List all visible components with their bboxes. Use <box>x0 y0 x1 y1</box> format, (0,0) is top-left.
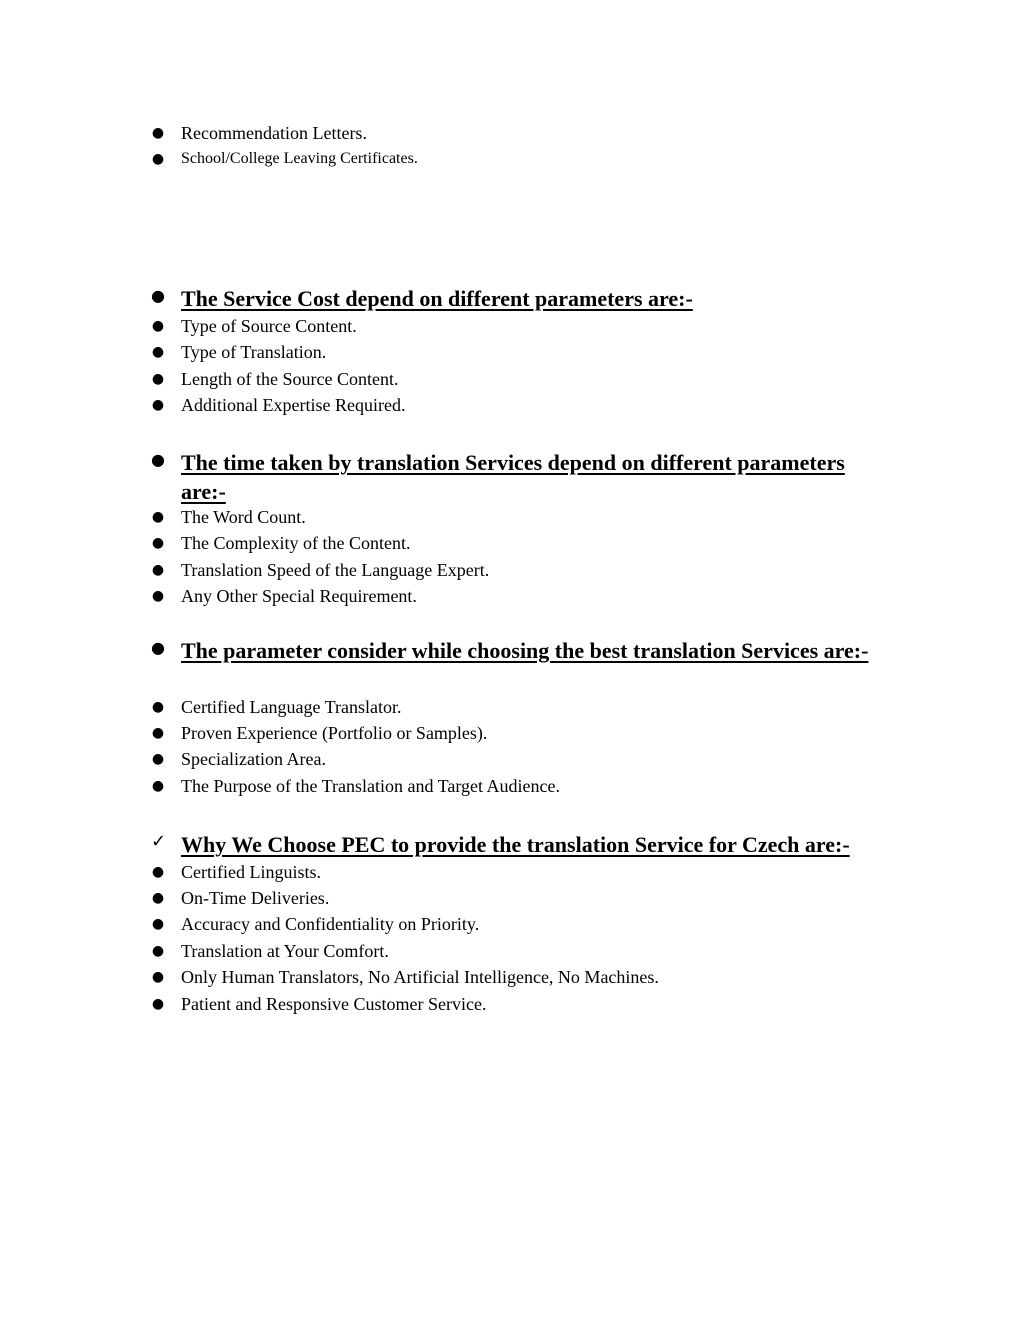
bullet-icon: ● <box>151 943 165 959</box>
bullet-icon: ● <box>151 371 165 387</box>
list-item-text: Specialization Area. <box>181 749 326 769</box>
list-item-text: The Purpose of the Translation and Target Audience. <box>181 776 561 796</box>
list-item-text: Type of Translation. <box>181 342 327 362</box>
bullet-icon: ● <box>151 318 165 334</box>
bullet-icon: ● <box>151 125 165 141</box>
list-item-text: Proven Experience (Portfolio or Samples). <box>181 723 488 743</box>
bullet-icon: ● <box>151 725 165 741</box>
bullet-icon: ● <box>151 890 165 906</box>
list-item-text: Only Human Translators, No Artificial Intelligence, No Machines. <box>181 967 659 987</box>
list-item-text: Recommendation Letters. <box>181 123 367 143</box>
bullet-icon: ● <box>151 562 165 578</box>
bullet-icon: ● <box>151 344 165 360</box>
bullet-icon: ● <box>151 535 165 551</box>
bullet-icon: ● <box>151 699 165 715</box>
bullet-icon: ● <box>151 916 165 932</box>
list-item-text: Accuracy and Confidentiality on Priority. <box>181 914 480 934</box>
bullet-icon: ● <box>151 286 165 305</box>
bullet-icon: ● <box>151 638 165 657</box>
section-heading: The Service Cost depend on different parameters are:- <box>181 286 693 311</box>
bullet-icon: ● <box>151 509 165 525</box>
list-item-text: The Complexity of the Content. <box>181 533 411 553</box>
list-item-text: School/College Leaving Certificates. <box>181 150 418 167</box>
section-heading: The time taken by translation Services depend on different parameters are:- <box>181 450 845 504</box>
list-item-text: Certified Language Translator. <box>181 697 402 717</box>
list-item-text: Type of Source Content. <box>181 316 357 336</box>
section-heading: The parameter consider while choosing the best translation Services are:- <box>181 638 869 663</box>
list-item-text: Translation Speed of the Language Expert. <box>181 560 490 580</box>
bullet-icon: ● <box>151 969 165 985</box>
list-item-text: Patient and Responsive Customer Service. <box>181 994 487 1014</box>
list-item-text: Certified Linguists. <box>181 862 321 882</box>
bullet-icon: ● <box>151 450 165 469</box>
bullet-icon: ● <box>151 996 165 1012</box>
checkmark-icon: ✓ <box>151 831 167 852</box>
list-item-text: The Word Count. <box>181 507 306 527</box>
list-item-text: Additional Expertise Required. <box>181 395 406 415</box>
list-item-text: Length of the Source Content. <box>181 369 399 389</box>
bullet-icon: ● <box>151 864 165 880</box>
bullet-icon: ● <box>151 751 165 767</box>
list-item-text: Translation at Your Comfort. <box>181 941 389 961</box>
list-item-text: Any Other Special Requirement. <box>181 586 417 606</box>
bullet-icon: ● <box>151 397 165 413</box>
bullet-icon: ● <box>151 588 165 604</box>
bullet-icon: ● <box>151 151 165 167</box>
bullet-icon: ● <box>151 778 165 794</box>
section-heading: Why We Choose PEC to provide the translation Service for Czech are:- <box>181 832 850 857</box>
list-item-text: On-Time Deliveries. <box>181 888 330 908</box>
